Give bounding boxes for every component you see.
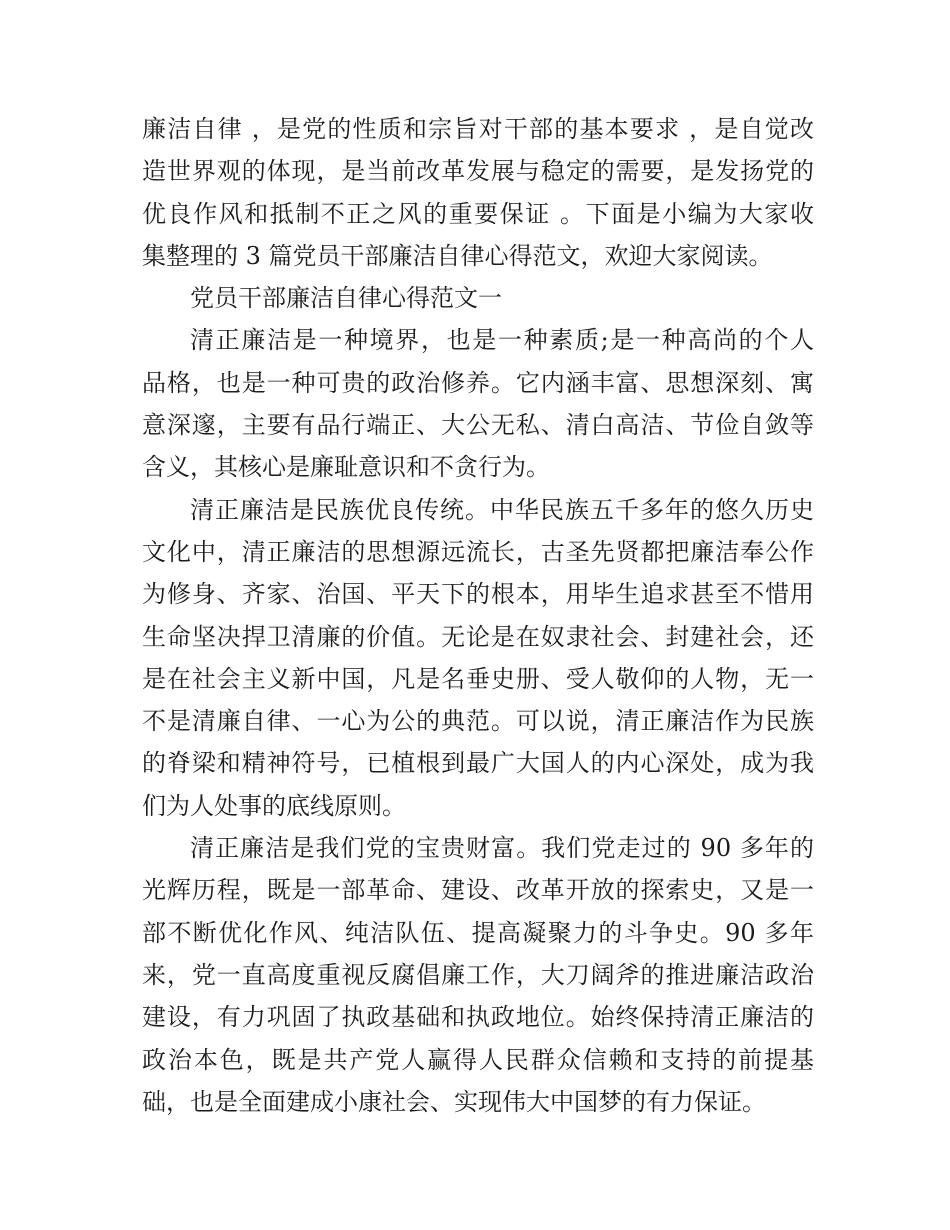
paragraph-line: 含义，其核心是廉耻意识和不贪行为。 <box>142 453 550 482</box>
paragraph-line: 础，也是全面建成小康社会、实现伟大中国梦的有力保证。 <box>142 1087 766 1116</box>
paragraph-line: 文化中，清正廉洁的思想源远流长，古圣先贤都把廉洁奉公作 <box>142 537 814 566</box>
paragraph-line: 为修身、齐家、治国、平天下的根本，用毕生追求甚至不惜用 <box>142 580 814 609</box>
paragraph-first-line: 清正廉洁是一种境界，也是一种素质;是一种高尚的个人 <box>190 326 814 355</box>
paragraph-line: 集整理的 3 篇党员干部廉洁自律心得范文，欢迎大家阅读。 <box>142 241 773 270</box>
paragraph-line: 造世界观的体现，是当前改革发展与稳定的需要，是发扬党的 <box>142 157 814 186</box>
paragraph-line: 品格，也是一种可贵的政治修养。它内涵丰富、思想深刻、寓 <box>142 368 814 397</box>
paragraph-line: 的脊梁和精神符号，已植根到最广大国人的内心深处，成为我 <box>142 749 814 778</box>
paragraph-line: 部不断优化作风、纯洁队伍、提高凝聚力的斗争史。90 多年 <box>142 918 814 947</box>
paragraph-line: 生命坚决捍卫清廉的价值。无论是在奴隶社会、封建社会，还 <box>142 622 814 651</box>
paragraph-line: 不是清廉自律、一心为公的典范。可以说，清正廉洁作为民族 <box>142 707 814 736</box>
paragraph-line: 优良作风和抵制不正之风的重要保证 。下面是小编为大家收 <box>142 199 814 228</box>
paragraph-line: 们为人处事的底线原则。 <box>142 791 406 820</box>
paragraph-first-line: 清正廉洁是我们党的宝贵财富。我们党走过的 90 多年的 <box>190 834 814 863</box>
paragraph-first-line: 党员干部廉洁自律心得范文一 <box>190 284 502 313</box>
paragraph-line: 意深邃，主要有品行端正、大公无私、清白高洁、节俭自敛等 <box>142 411 814 440</box>
paragraph-line: 建设，有力巩固了执政基础和执政地位。始终保持清正廉洁的 <box>142 1003 814 1032</box>
paragraph-first-line: 清正廉洁是民族优良传统。中华民族五千多年的悠久历史 <box>190 495 814 524</box>
paragraph-line: 廉洁自律 ，是党的性质和宗旨对干部的基本要求 ，是自觉改 <box>142 115 814 143</box>
paragraph-line: 政治本色，既是共产党人赢得人民群众信赖和支持的前提基 <box>142 1045 814 1074</box>
paragraph-line: 光辉历程，既是一部革命、建设、改革开放的探索史，又是一 <box>142 876 814 905</box>
paragraph-line: 来，党一直高度重视反腐倡廉工作，大刀阔斧的推进廉洁政治 <box>142 960 814 989</box>
paragraph-line: 是在社会主义新中国，凡是名垂史册、受人敬仰的人物，无一 <box>142 664 814 693</box>
document-body <box>142 108 814 1123</box>
